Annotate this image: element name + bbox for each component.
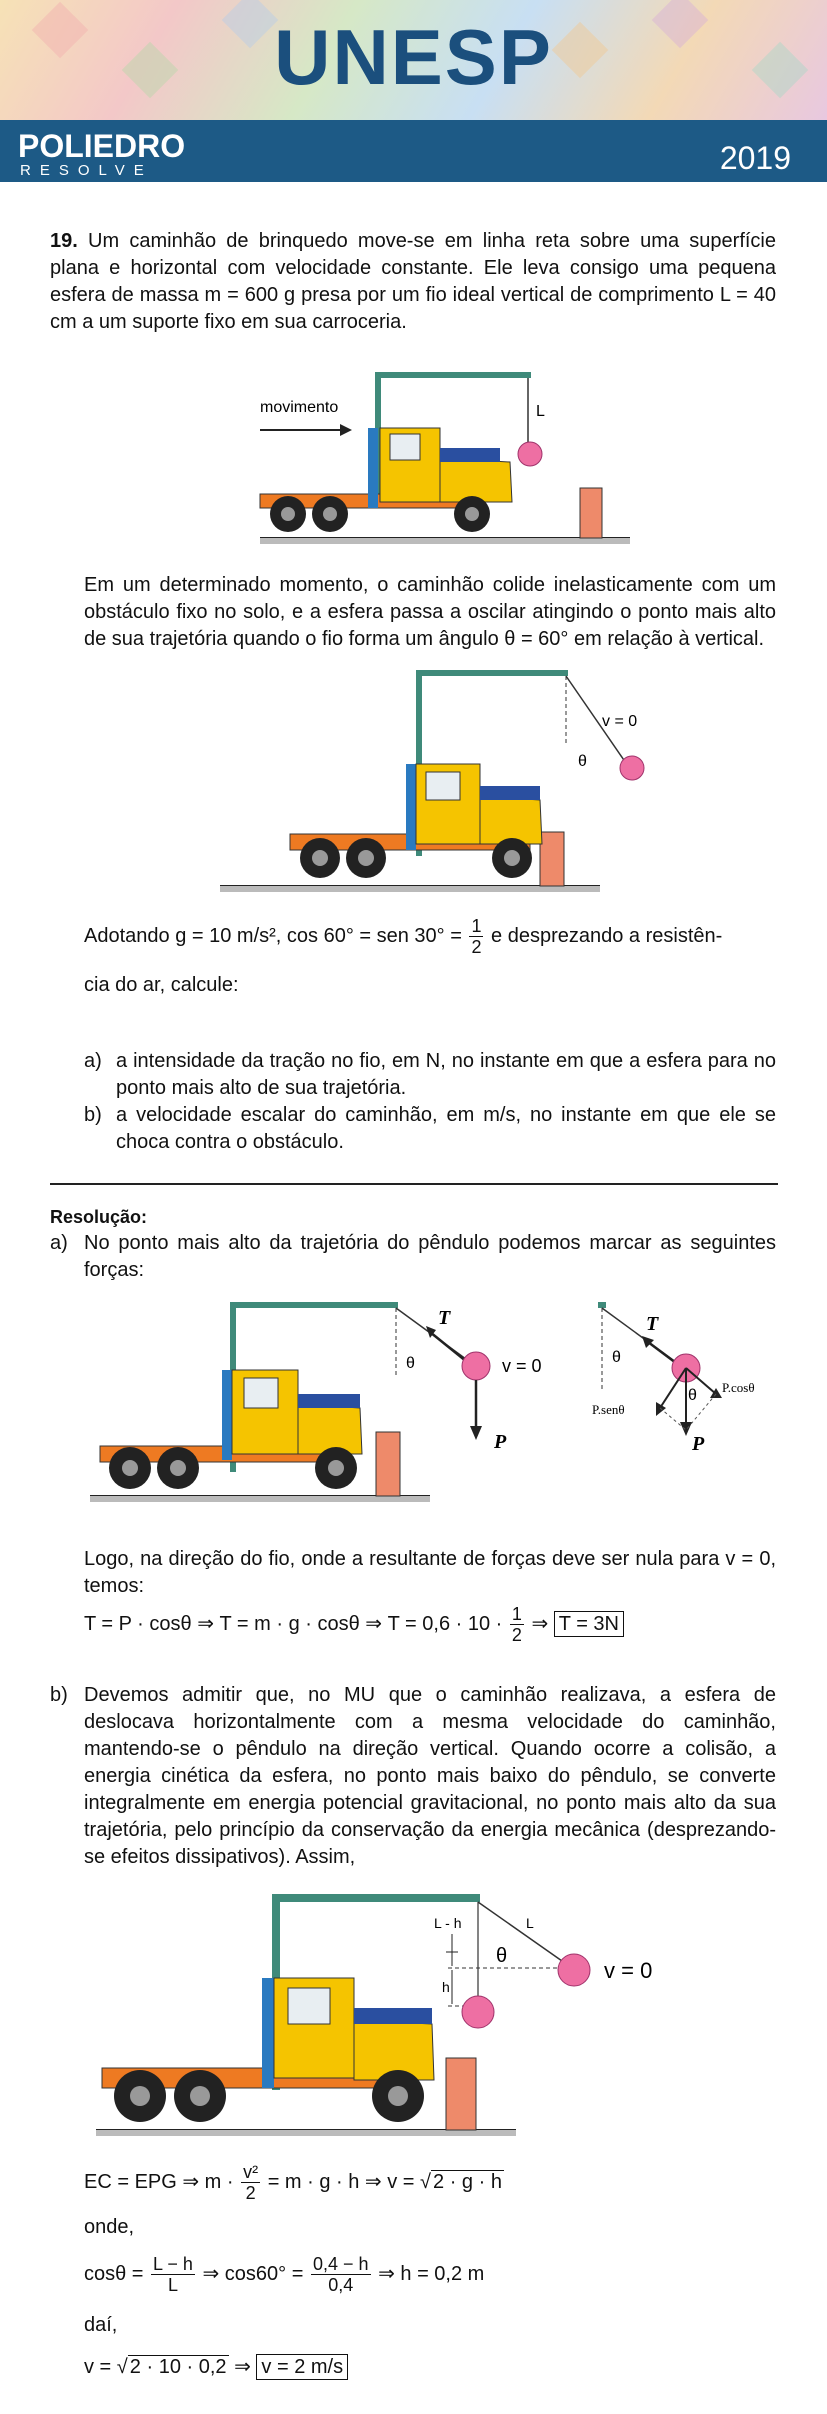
equation-b1-fraction (241, 2162, 260, 2203)
equation-b1: EC = EPG ⇒ m · $\frac{\text{v²}}{2}$ = m · g · h ⇒ v = √ 2 · g · h (84, 2162, 502, 2203)
figure-energy-pendulum (96, 1890, 696, 2140)
equation-b2-num2: 0,4 − h (312, 2254, 369, 2274)
figure-force-decomposition (590, 1300, 790, 1470)
question-number: 19. (50, 230, 78, 252)
logo-resolve: RESOLVE (20, 162, 153, 179)
label-v0: v = 0 (502, 1356, 542, 1376)
given-values-text: Adotando g = 10 m/s², cos 60° = sen 30° = (84, 924, 462, 947)
fraction-one-half (469, 916, 483, 957)
dai-label: daí, (84, 2314, 118, 2336)
equation-b3-arrow: ⇒ (234, 2356, 251, 2378)
label-T: T (646, 1313, 659, 1335)
label-L-minus-h: L - h (434, 1915, 462, 1931)
fraction-den: 2 (471, 937, 482, 957)
given-values (84, 916, 722, 957)
equation-b2-den1: L (167, 2275, 178, 2295)
question-intro-text: Um caminhão de brinquedo move-se em linha reta sobre uma superfície plana e horizontal com velocidade constante. Ele leva consigo uma pequena esfera de massa m = 600 g presa por um fio ideal vertical de comprimento L = 40 cm a um suporte fixo em sua carroceria. (50, 230, 777, 333)
exam-title: UNESP (274, 13, 553, 101)
onde-label: onde, (84, 2216, 135, 2238)
resolution-heading: Resolução: (50, 1207, 148, 1227)
fraction-num: 1 (471, 916, 482, 936)
label-theta: θ (406, 1355, 415, 1372)
resolution-b-label: b) (50, 1684, 68, 1706)
equation-b3: v = √ 2 · 10 · 0,2 ⇒ v = 2 m/s (84, 2354, 348, 2379)
equation-a (84, 1604, 624, 1645)
label-theta-1: θ (612, 1349, 621, 1366)
equation-b1-den: 2 (245, 2183, 256, 2203)
equation-b1-sqrt: 2 · g · h (433, 2170, 502, 2193)
label-Psen: P.senθ (592, 1402, 625, 1417)
equation-b2-left: cosθ = (84, 2262, 144, 2285)
equation-b2 (84, 2254, 484, 2295)
label-h: h (442, 1979, 450, 1995)
equation-b2-mid: ⇒ cos60° = (202, 2262, 304, 2285)
equation-b1-left: EC = EPG ⇒ m · (84, 2170, 234, 2193)
given-values-line2: cia do ar, calcule: (84, 974, 239, 996)
item-a-label: a) (84, 1050, 102, 1072)
label-theta: θ (496, 1945, 508, 1967)
figure-forces-truck (90, 1296, 570, 1506)
equation-b2-den2: 0,4 (328, 2275, 354, 2295)
label-movimento: movimento (260, 399, 339, 416)
equation-b2-num1: L − h (153, 2254, 193, 2274)
resolution-a-text-2: Logo, na direção do fio, onde a resultante de forças deve ser nula para v = 0, temos: (84, 1548, 776, 1597)
label-P-vector: P (494, 1431, 507, 1453)
equation-a-den: 2 (511, 1625, 522, 1645)
given-values-text-2: e desprezando a resistên- (491, 924, 723, 947)
equation-a-result: T = 3N (554, 1611, 624, 1637)
equation-a-fraction (510, 1604, 524, 1645)
equation-a-left: T = P · cosθ ⇒ T = m · g · cosθ ⇒ T = 0,6 · 10 · (84, 1612, 503, 1635)
figure-truck-collision (210, 664, 650, 894)
item-b-label: b) (84, 1104, 102, 1126)
label-Pcos: P.cosθ (722, 1380, 755, 1395)
equation-a-arrow: ⇒ (531, 1612, 549, 1635)
equation-b3-sqrt: 2 · 10 · 0,2 (129, 2356, 227, 2378)
question-intro (50, 228, 776, 336)
resolution-a-label: a) (50, 1232, 68, 1254)
resolution-a-text: No ponto mais alto da trajetória do pêndulo podemos marcar as seguintes forças: (84, 1232, 776, 1281)
label-theta-2: θ (688, 1387, 697, 1404)
item-b-text: a velocidade escalar do caminhão, em m/s, no instante em que ele se choca contra o obstáculo. (116, 1104, 776, 1153)
equation-b2-fraction-1 (151, 2254, 195, 2295)
logo-poliedro: POLIEDRO (18, 128, 186, 164)
question-paragraph-2: Em um determinado momento, o caminhão colide inelasticamente com um obstáculo fixo no solo, e a esfera passa a oscilar atingindo o ponto mais alto de sua trajetória quando o fio forma um ângulo θ = 60° em relação à vertical. (84, 574, 776, 650)
label-T-vector: T (438, 1307, 451, 1329)
label-theta: θ (578, 753, 587, 770)
equation-b1-num: v² (243, 2162, 259, 2182)
label-L: L (536, 403, 545, 420)
figure-truck-moving (250, 368, 640, 548)
equation-b2-right: ⇒ h = 0,2 m (378, 2262, 485, 2285)
equation-b3-left: v = (84, 2356, 112, 2378)
exam-year: 2019 (719, 140, 791, 176)
equation-a-num: 1 (511, 1604, 522, 1624)
equation-b1-mid: = m · g · h ⇒ v = (267, 2170, 415, 2193)
label-P: P (692, 1433, 705, 1455)
item-a-text: a intensidade da tração no fio, em N, no instante em que a esfera para no ponto mais alto de sua trajetória. (116, 1050, 776, 1099)
equation-b2-fraction-2 (311, 2254, 371, 2295)
label-v0: v = 0 (604, 1958, 653, 1983)
label-v0: v = 0 (602, 713, 638, 730)
resolution-b-text: Devemos admitir que, no MU que o caminhão realizava, a esfera de deslocava horizontalmente com a mesma velocidade do caminhão, mantendo-se o pêndulo na direção vertical. Quando ocorre a colisão, a energia cinética da esfera, no ponto mais baixo do pêndulo, se converte integralmente em energia potencial gravitacional, no ponto mais alto da sua trajetória, pelo princípio da conservação da energia mecânica (desprezando-se efeitos dissipativos). Assim, (84, 1684, 776, 1868)
equation-b3-result: v = 2 m/s (256, 2354, 348, 2380)
divider (50, 1183, 778, 1185)
label-L: L (526, 1915, 534, 1931)
